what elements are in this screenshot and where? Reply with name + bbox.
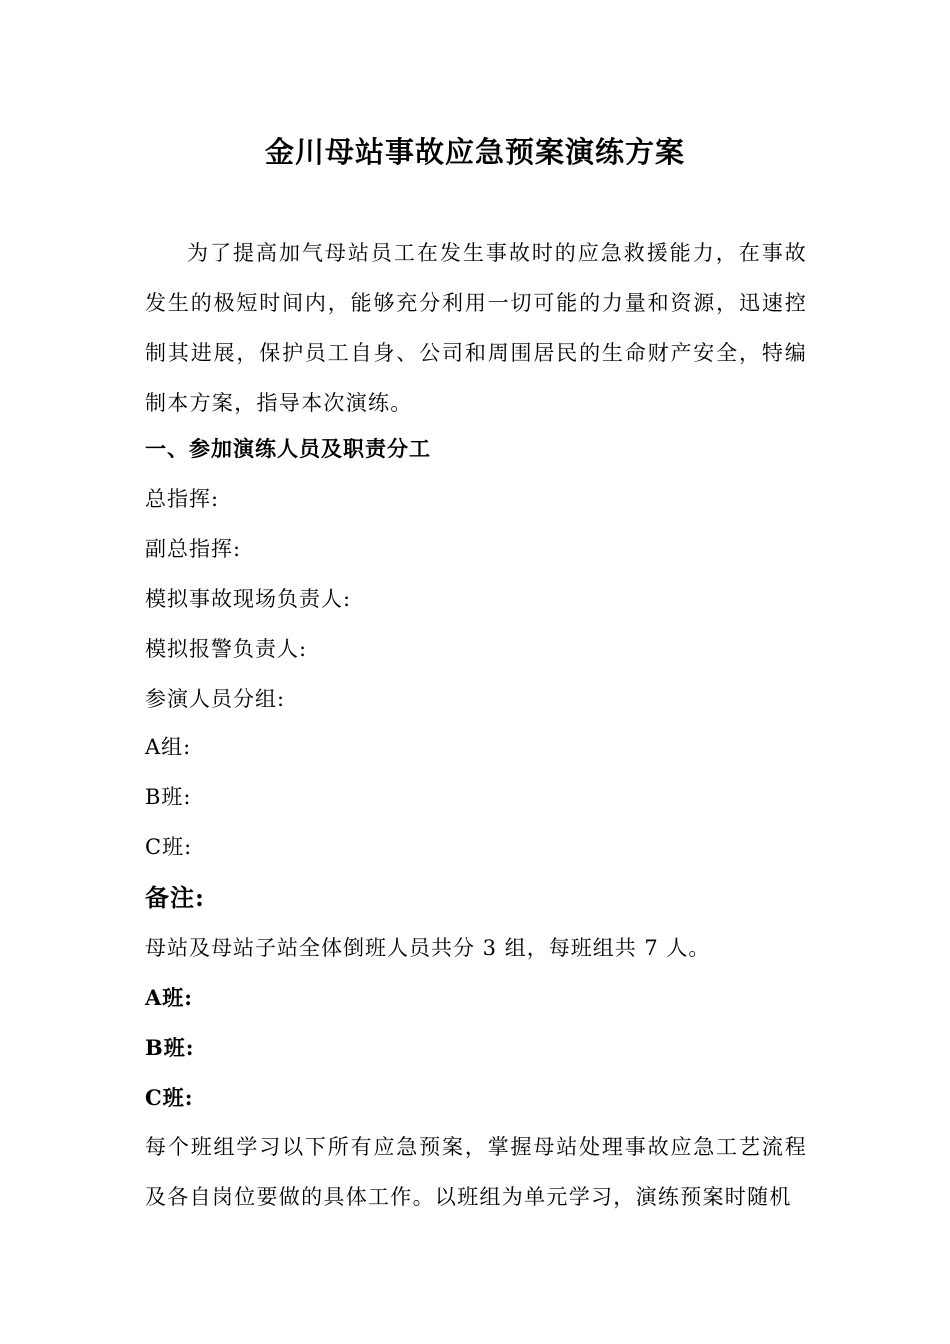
field-scene-leader: 模拟事故现场负责人: xyxy=(145,587,352,611)
field-group-a: A组: xyxy=(145,735,192,759)
remark-team-c: C班: xyxy=(145,1085,194,1110)
remark-heading: 备注: xyxy=(145,883,205,912)
closing-paragraph: 每个班组学习以下所有应急预案，掌握母站处理事故应急工艺流程及各自岗位要做的具体工作。以班组为单元学习，演练预案时随机 xyxy=(145,1135,807,1209)
intro-paragraph: 为了提高加气母站员工在发生事故时的应急救援能力，在事故发生的极短时间内，能够充分利用一切可能的力量和资源，迅速控制其进展，保护员工自身、公司和周围居民的生命财产安全，特编制本方案，指导本次演练。 xyxy=(145,241,807,415)
remark-team-a: A班: xyxy=(145,985,194,1010)
field-chief-commander: 总指挥: xyxy=(145,487,220,511)
remark-team-b: B班: xyxy=(145,1035,195,1060)
remark-note: 母站及母站子站全体倒班人员共分 3 组，每班组共 7 人。 xyxy=(145,936,711,960)
field-team-b: B班: xyxy=(145,785,192,809)
section-heading: 一、参加演练人员及职责分工 xyxy=(145,436,431,461)
field-deputy-commander: 副总指挥: xyxy=(145,537,242,561)
field-team-c: C班: xyxy=(145,835,193,859)
document-title: 金川母站事故应急预案演练方案 xyxy=(264,135,685,169)
field-participant-groups: 参演人员分组: xyxy=(145,687,286,711)
field-alarm-leader: 模拟报警负责人: xyxy=(145,637,308,661)
